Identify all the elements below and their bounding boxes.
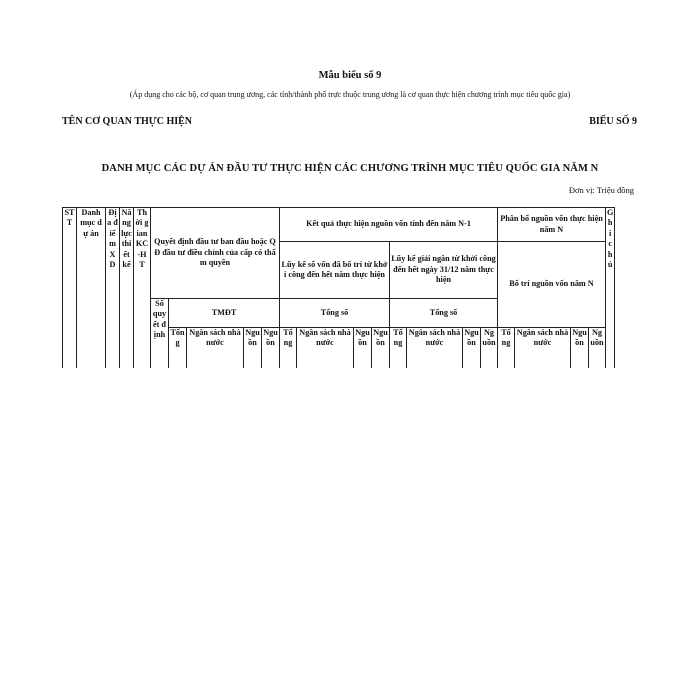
leaf-total: Tổng	[390, 328, 407, 368]
col-total-disbursed: Tổng số	[390, 299, 498, 328]
sub-allocation-year: Bố trí nguồn vốn năm N	[498, 242, 606, 328]
leaf-source: Nguồn	[262, 328, 280, 368]
unit-label: Đơn vị: Triệu đồng	[568, 185, 634, 195]
leaf-source: Nguồn	[589, 328, 606, 368]
col-project-list: Danh mục dự án	[77, 208, 106, 368]
col-tmdt: TMĐT	[169, 299, 280, 328]
leaf-source: Nguồn	[481, 328, 498, 368]
leaf-state-budget: Ngân sách nhà nước	[407, 328, 463, 368]
leaf-state-budget: Ngân sách nhà nước	[187, 328, 244, 368]
leaf-source: Nguồn	[571, 328, 589, 368]
group-capital-allocation: Phân bổ nguồn vốn thực hiện năm N	[498, 208, 606, 242]
applicability-note: (Áp dụng cho các bộ, cơ quan trung ương, các tỉnh/thành phố trực thuộc trung ương là cơ quan thực hiện chương trình mục tiêu quốc gia)	[129, 90, 571, 99]
form-number: Mẫu biểu số 9	[318, 70, 382, 81]
col-design-capacity: Năng lực thiết kế	[120, 208, 134, 368]
page-title: DANH MỤC CÁC DỰ ÁN ĐẦU TƯ THỰC HIỆN CÁC CHƯƠNG TRÌNH MỤC TIÊU QUỐC GIA NĂM N	[101, 163, 599, 174]
leaf-total: Tổng	[169, 328, 187, 368]
leaf-state-budget: Ngân sách nhà nước	[515, 328, 571, 368]
col-total-allocated: Tổng số	[280, 299, 390, 328]
leaf-source: Nguồn	[372, 328, 390, 368]
project-table	[62, 207, 615, 368]
leaf-source: Nguồn	[463, 328, 481, 368]
leaf-source: Nguồn	[354, 328, 372, 368]
leaf-total: Tổng	[498, 328, 515, 368]
col-timeline: Thời gian KC-HT	[134, 208, 151, 368]
leaf-source: Nguồn	[244, 328, 262, 368]
group-capital-result: Kết quả thực hiện nguồn vốn tính đến năm N-1	[280, 208, 498, 242]
sub-cumulative-allocated: Lũy kế số vốn đã bố trí từ khởi công đến hết năm thực hiện	[280, 242, 390, 299]
col-stt: STT	[63, 208, 77, 368]
col-note: Ghi chú	[606, 208, 615, 368]
agency-label: TÊN CƠ QUAN THỰC HIỆN	[62, 116, 193, 127]
sub-cumulative-disbursed: Lũy kế giải ngân từ khởi công đến hết ngày 31/12 năm thực hiện	[390, 242, 498, 299]
leaf-total: Tổng	[280, 328, 297, 368]
form-code: BIỂU SỐ 9	[589, 116, 637, 127]
leaf-state-budget: Ngân sách nhà nước	[297, 328, 354, 368]
group-investment-decision: Quyết định đầu tư ban đầu hoặc QĐ đầu tư điều chỉnh của cấp có thẩm quyền	[151, 208, 280, 299]
col-decision-number: Số quyết định	[151, 299, 169, 368]
col-location: Địa điểm XD	[106, 208, 120, 368]
